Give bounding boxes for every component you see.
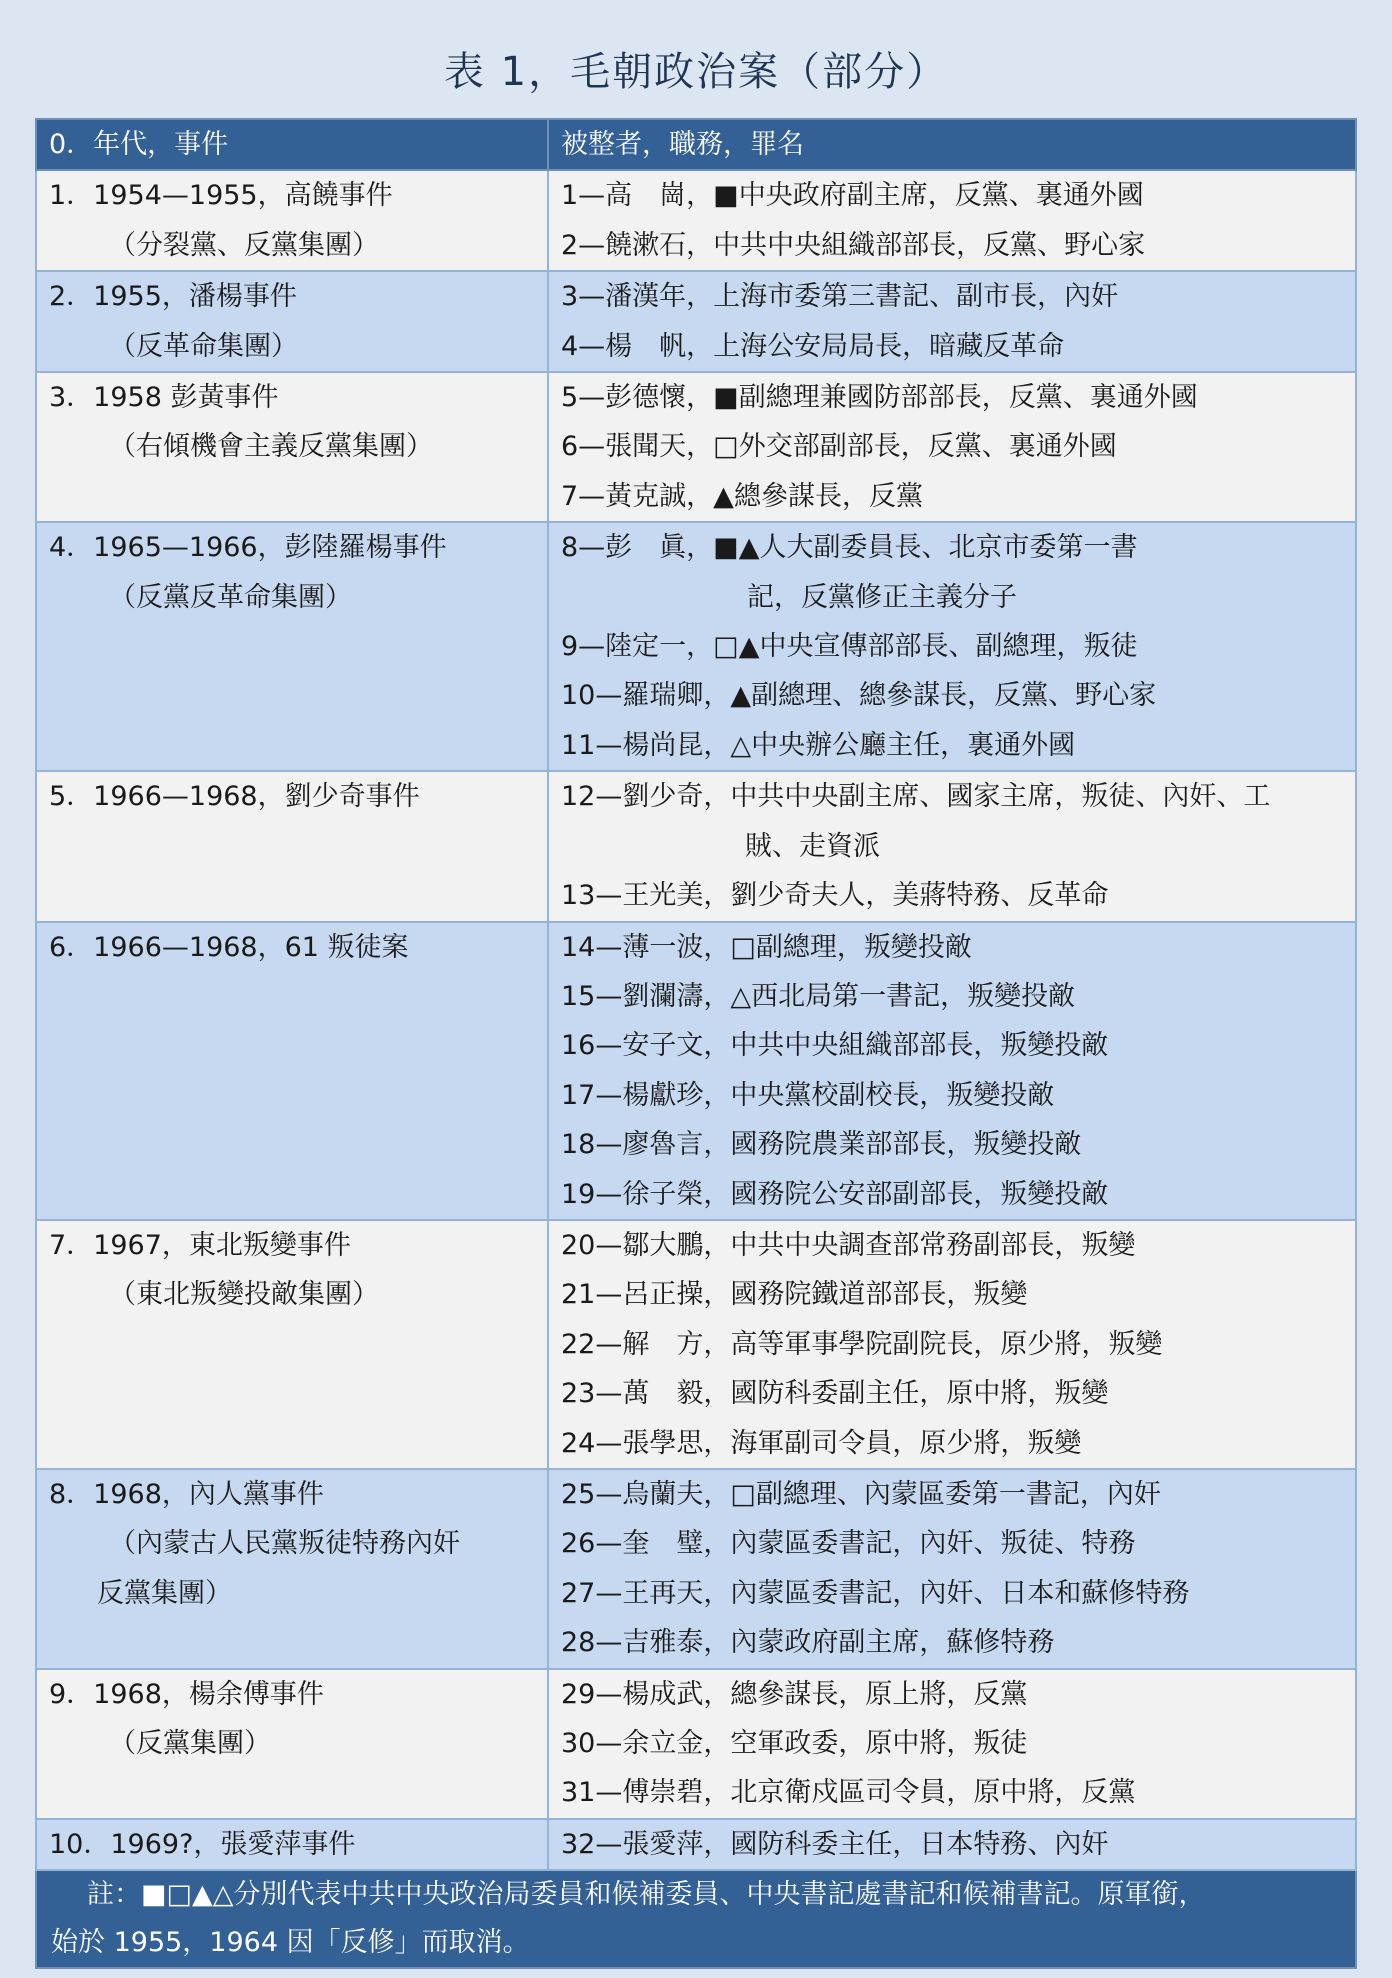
person-entry-continued: 賊、走資派 bbox=[745, 830, 880, 862]
person-entry-continued: 記，反黨修正主義分子 bbox=[747, 581, 1017, 613]
person-entry: 5—彭德懷，■副總理兼國防部部長，反黨、裏通外國 bbox=[561, 382, 1198, 414]
note-line: 始於 1955，1964 因「反修」而取消。 bbox=[51, 1927, 530, 1959]
person-entry: 4—楊 帆，上海公安局局長，暗藏反革命 bbox=[561, 330, 1065, 362]
event-subtitle: （內蒙古人民黨叛徒特務內奸 bbox=[109, 1528, 460, 1560]
event-title: 3．1958 彭黃事件 bbox=[49, 382, 279, 414]
person-entry: 20—鄒大鵬，中共中央調查部常務副部長，叛變 bbox=[561, 1229, 1136, 1261]
person-entry: 11—楊尚昆，△中央辦公廳主任，裏通外國 bbox=[561, 729, 1076, 761]
persons-cell bbox=[548, 1469, 1356, 1669]
person-entry: 27—王再天，內蒙區委書記，內奸、日本和蘇修特務 bbox=[561, 1577, 1190, 1609]
persons-cell bbox=[548, 922, 1356, 1220]
person-entry: 2—饒漱石，中共中央組織部部長，反黨、野心家 bbox=[561, 229, 1146, 261]
event-cell bbox=[36, 771, 548, 921]
table-row bbox=[36, 271, 1356, 372]
table-header-row bbox=[36, 119, 1356, 170]
table-row bbox=[36, 922, 1356, 1220]
event-title: 6．1966—1968，61 叛徒案 bbox=[49, 931, 409, 963]
person-entry: 26—奎 璧，內蒙區委書記，內奸、叛徒、特務 bbox=[561, 1528, 1136, 1560]
table-row bbox=[36, 1469, 1356, 1669]
event-title: 4．1965—1966，彭陸羅楊事件 bbox=[49, 532, 447, 564]
person-entry: 17—楊獻珍，中央黨校副校長，叛變投敵 bbox=[561, 1079, 1055, 1111]
person-entry: 3—潘漢年，上海市委第三書記、副市長，內奸 bbox=[561, 281, 1119, 313]
person-entry: 25—烏蘭夫，□副總理、內蒙區委第一書記，內奸 bbox=[561, 1478, 1161, 1510]
event-cell bbox=[36, 1220, 548, 1469]
person-entry: 12—劉少奇，中共中央副主席、國家主席，叛徒、內奸、工 bbox=[561, 781, 1271, 813]
persons-cell bbox=[548, 1220, 1356, 1469]
person-entry: 10—羅瑞卿，▲副總理、總參謀長，反黨、野心家 bbox=[561, 680, 1157, 712]
event-cell bbox=[36, 1669, 548, 1819]
person-entry: 6—張聞天，□外交部副部長，反黨、裏通外國 bbox=[561, 431, 1117, 463]
table-row bbox=[36, 771, 1356, 921]
event-subtitle: （右傾機會主義反黨集團） bbox=[109, 431, 433, 463]
event-title: 7．1967，東北叛變事件 bbox=[49, 1229, 351, 1261]
persons-cell bbox=[548, 372, 1356, 522]
person-entry: 32—張愛萍，國防科委主任，日本特務、內奸 bbox=[561, 1828, 1109, 1860]
persons-cell bbox=[548, 522, 1356, 771]
table-note-row bbox=[36, 1870, 1356, 1968]
person-entry: 24—張學思，海軍副司令員，原少將，叛變 bbox=[561, 1427, 1082, 1459]
event-subtitle: （反革命集團） bbox=[109, 330, 298, 362]
header-event: 0．年代，事件 bbox=[36, 119, 548, 170]
person-entry: 14—薄一波，□副總理，叛變投敵 bbox=[561, 931, 972, 963]
page-title: 表 1，毛朝政治案（部分） bbox=[443, 49, 949, 95]
event-subtitle: （東北叛變投敵集團） bbox=[109, 1279, 379, 1311]
persons-cell bbox=[548, 1669, 1356, 1819]
event-cell bbox=[36, 1819, 548, 1870]
persons-cell bbox=[548, 271, 1356, 372]
person-entry: 30—余立金，空軍政委，原中將，叛徒 bbox=[561, 1728, 1028, 1759]
persons-cell bbox=[548, 771, 1356, 921]
event-cell bbox=[36, 170, 548, 271]
person-entry: 29—楊成武，總參謀長，原上將，反黨 bbox=[561, 1678, 1028, 1710]
table-row bbox=[36, 1669, 1356, 1819]
person-entry: 19—徐子榮，國務院公安部副部長，叛變投敵 bbox=[561, 1178, 1109, 1210]
header-persons: 被整者，職務，罪名 bbox=[548, 119, 1356, 170]
person-entry: 1—高 崗，■中央政府副主席，反黨、裏通外國 bbox=[561, 180, 1144, 212]
person-entry: 9—陸定一，□▲中央宣傳部部長、副總理，叛徒 bbox=[561, 631, 1138, 663]
event-cell bbox=[36, 522, 548, 771]
event-title: 1．1954—1955，高饒事件 bbox=[49, 180, 393, 212]
person-entry: 23—萬 毅，國防科委副主任，原中將，叛變 bbox=[561, 1378, 1109, 1410]
person-entry: 31—傅崇碧，北京衛戍區司令員，原中將，反黨 bbox=[561, 1777, 1136, 1809]
event-subtitle-continued: 反黨集團） bbox=[97, 1577, 232, 1609]
person-entry: 28—吉雅泰，內蒙政府副主席，蘇修特務 bbox=[561, 1627, 1055, 1659]
table-row bbox=[36, 1819, 1356, 1870]
person-entry: 22—解 方，高等軍事學院副院長，原少將，叛變 bbox=[561, 1328, 1163, 1360]
note-line: 註：■□▲△分別代表中共中央政治局委員和候補委員、中央書記處書記和候補書記。原軍銜， bbox=[87, 1879, 1206, 1911]
event-cell bbox=[36, 1469, 548, 1669]
person-entry: 13—王光美，劉少奇夫人，美蔣特務、反革命 bbox=[561, 880, 1109, 912]
event-subtitle: （分裂黨、反黨集團） bbox=[109, 229, 379, 261]
event-title: 5．1966—1968，劉少奇事件 bbox=[49, 781, 420, 813]
person-entry: 8—彭 眞，■▲人大副委員長、北京市委第一書 bbox=[561, 532, 1138, 564]
persons-cell bbox=[548, 170, 1356, 271]
person-entry: 15—劉瀾濤，△西北局第一書記，叛變投敵 bbox=[561, 980, 1076, 1012]
event-title: 2．1955，潘楊事件 bbox=[49, 281, 297, 313]
table-row bbox=[36, 1220, 1356, 1469]
event-title: 9．1968，楊余傅事件 bbox=[49, 1678, 324, 1710]
table-row bbox=[36, 522, 1356, 771]
person-entry: 16—安子文，中共中央組織部部長，叛變投敵 bbox=[561, 1030, 1109, 1062]
table-note bbox=[36, 1870, 1356, 1968]
table-row bbox=[36, 372, 1356, 522]
person-entry: 7—黃克誠，▲總參謀長，反黨 bbox=[561, 480, 923, 512]
event-title: 10．1969?，張愛萍事件 bbox=[49, 1828, 356, 1860]
person-entry: 21—呂正操，國務院鐵道部部長，叛變 bbox=[561, 1279, 1028, 1311]
event-cell bbox=[36, 372, 548, 522]
event-title: 8．1968，內人黨事件 bbox=[49, 1478, 324, 1510]
event-cell bbox=[36, 922, 548, 1220]
cases-table bbox=[35, 118, 1357, 1969]
event-subtitle: （反黨反革命集團） bbox=[109, 581, 352, 613]
person-entry: 18—廖魯言，國務院農業部部長，叛變投敵 bbox=[561, 1129, 1082, 1161]
event-cell bbox=[36, 271, 548, 372]
table-row bbox=[36, 170, 1356, 271]
event-subtitle: （反黨集團） bbox=[109, 1728, 271, 1759]
persons-cell bbox=[548, 1819, 1356, 1870]
